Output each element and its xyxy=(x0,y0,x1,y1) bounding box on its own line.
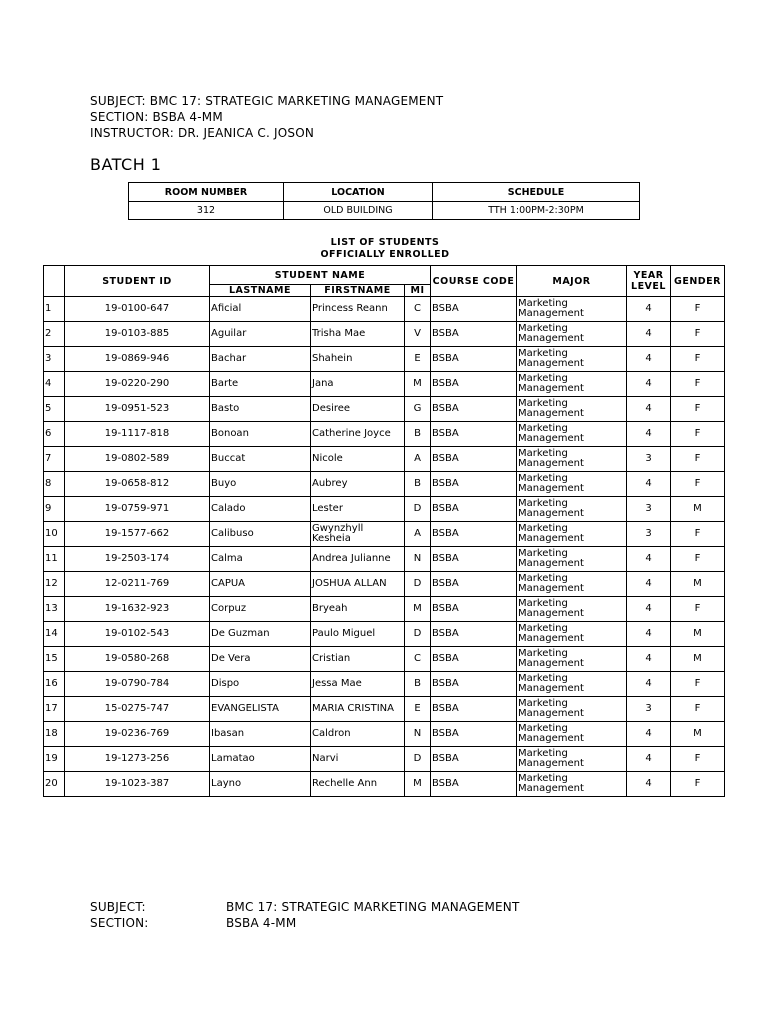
table-row xyxy=(44,597,725,622)
row-number-cell: 2 xyxy=(44,322,65,347)
gender-cell: F xyxy=(671,597,725,622)
middle-initial-cell: N xyxy=(405,547,431,572)
gender-cell: F xyxy=(671,372,725,397)
major-cell: Marketing Management xyxy=(517,522,627,547)
student-id-cell: 19-0103-885 xyxy=(65,322,210,347)
lastname-cell: De Vera xyxy=(210,647,311,672)
middle-initial-cell: B xyxy=(405,672,431,697)
year-level-cell: 4 xyxy=(627,597,671,622)
batch-title: BATCH 1 xyxy=(90,155,162,174)
firstname-cell: Jessa Mae xyxy=(311,672,405,697)
major-cell: Marketing Management xyxy=(517,697,627,722)
gender-cell: M xyxy=(671,722,725,747)
lastname-cell: Buccat xyxy=(210,447,311,472)
year-level-cell: 4 xyxy=(627,672,671,697)
lastname-cell: Calibuso xyxy=(210,522,311,547)
major-cell: Marketing Management xyxy=(517,647,627,672)
firstname-cell: Andrea Julianne xyxy=(311,547,405,572)
major-cell: Marketing Management xyxy=(517,472,627,497)
course-code-cell: BSBA xyxy=(431,447,517,472)
list-title-line1: LIST OF STUDENTS xyxy=(330,237,440,248)
course-code-cell: BSBA xyxy=(431,622,517,647)
course-code-cell: BSBA xyxy=(431,522,517,547)
year-level-cell: 4 xyxy=(627,347,671,372)
firstname-cell: Bryeah xyxy=(311,597,405,622)
middle-initial-cell: C xyxy=(405,297,431,322)
firstname-cell: JOSHUA ALLAN xyxy=(311,572,405,597)
year-level-cell: 3 xyxy=(627,497,671,522)
gender-cell: M xyxy=(671,497,725,522)
room-number-value: 312 xyxy=(129,202,284,220)
middle-initial-cell: M xyxy=(405,772,431,797)
firstname-cell: Nicole xyxy=(311,447,405,472)
middle-initial-cell: E xyxy=(405,347,431,372)
course-code-cell: BSBA xyxy=(431,322,517,347)
table-row xyxy=(44,672,725,697)
major-cell: Marketing Management xyxy=(517,422,627,447)
course-code-cell: BSBA xyxy=(431,772,517,797)
lastname-cell: Corpuz xyxy=(210,597,311,622)
middle-initial-cell: G xyxy=(405,397,431,422)
row-number-cell: 3 xyxy=(44,347,65,372)
location-value: OLD BUILDING xyxy=(284,202,433,220)
gender-cell: F xyxy=(671,397,725,422)
row-number-cell: 19 xyxy=(44,747,65,772)
middle-initial-cell: D xyxy=(405,622,431,647)
course-code-cell: BSBA xyxy=(431,647,517,672)
gender-cell: F xyxy=(671,547,725,572)
table-row xyxy=(44,572,725,597)
student-id-cell: 19-0869-946 xyxy=(65,347,210,372)
student-id-cell: 15-0275-747 xyxy=(65,697,210,722)
major-cell: Marketing Management xyxy=(517,747,627,772)
student-rows xyxy=(44,297,725,797)
major-cell: Marketing Management xyxy=(517,547,627,572)
lastname-cell: Buyo xyxy=(210,472,311,497)
row-number-cell: 12 xyxy=(44,572,65,597)
year-level-cell: 4 xyxy=(627,747,671,772)
table-row xyxy=(44,497,725,522)
year-level-cell: 4 xyxy=(627,572,671,597)
lastname-cell: Calma xyxy=(210,547,311,572)
major-cell: Marketing Management xyxy=(517,622,627,647)
middle-initial-cell: E xyxy=(405,697,431,722)
student-id-cell: 19-0100-647 xyxy=(65,297,210,322)
lastname-cell: Lamatao xyxy=(210,747,311,772)
gender-cell: F xyxy=(671,522,725,547)
gender-cell: F xyxy=(671,772,725,797)
gender-cell: F xyxy=(671,672,725,697)
firstname-cell: Lester xyxy=(311,497,405,522)
list-title-line2: OFFICIALLY ENROLLED xyxy=(320,249,450,260)
major-cell: Marketing Management xyxy=(517,672,627,697)
student-id-cell: 19-1117-818 xyxy=(65,422,210,447)
lastname-cell: Bachar xyxy=(210,347,311,372)
document-footer xyxy=(90,899,520,931)
middle-initial-cell: A xyxy=(405,447,431,472)
row-number-cell: 1 xyxy=(44,297,65,322)
student-id-cell: 19-0802-589 xyxy=(65,447,210,472)
lastname-cell: Basto xyxy=(210,397,311,422)
room-table xyxy=(128,182,640,220)
course-code-cell: BSBA xyxy=(431,472,517,497)
middle-initial-cell: D xyxy=(405,572,431,597)
students-table xyxy=(43,265,725,797)
student-id-cell: 19-0220-290 xyxy=(65,372,210,397)
table-row xyxy=(44,647,725,672)
lastname-cell: Aguilar xyxy=(210,322,311,347)
middle-initial-cell: B xyxy=(405,422,431,447)
year-level-cell: 4 xyxy=(627,547,671,572)
table-row xyxy=(44,522,725,547)
year-level-cell: 4 xyxy=(627,422,671,447)
student-name-header: STUDENT NAME xyxy=(210,266,431,285)
row-number-cell: 20 xyxy=(44,772,65,797)
table-row xyxy=(44,547,725,572)
row-number-cell: 18 xyxy=(44,722,65,747)
firstname-cell: Shahein xyxy=(311,347,405,372)
table-row xyxy=(44,772,725,797)
row-number-cell: 4 xyxy=(44,372,65,397)
footer-section-label: SECTION: xyxy=(90,916,149,930)
course-code-cell: BSBA xyxy=(431,697,517,722)
year-level-cell: 4 xyxy=(627,372,671,397)
middle-initial-cell: A xyxy=(405,522,431,547)
student-id-cell: 12-0211-769 xyxy=(65,572,210,597)
row-number-cell: 16 xyxy=(44,672,65,697)
row-number-cell: 17 xyxy=(44,697,65,722)
year-level-header: YEAR LEVEL xyxy=(627,266,671,297)
year-level-cell: 4 xyxy=(627,297,671,322)
lastname-header: LASTNAME xyxy=(210,285,311,297)
row-number-cell: 5 xyxy=(44,397,65,422)
course-code-cell: BSBA xyxy=(431,372,517,397)
location-header: LOCATION xyxy=(284,183,433,202)
middle-initial-cell: N xyxy=(405,722,431,747)
course-code-cell: BSBA xyxy=(431,547,517,572)
room-number-header: ROOM NUMBER xyxy=(129,183,284,202)
student-id-cell: 19-0790-784 xyxy=(65,672,210,697)
year-level-cell: 3 xyxy=(627,522,671,547)
student-id-cell: 19-1023-387 xyxy=(65,772,210,797)
major-header: MAJOR xyxy=(517,266,627,297)
subject-line: SUBJECT: BMC 17: STRATEGIC MARKETING MANAGEMENT xyxy=(90,94,444,108)
gender-cell: F xyxy=(671,472,725,497)
gender-cell: M xyxy=(671,647,725,672)
row-number-cell: 8 xyxy=(44,472,65,497)
table-row xyxy=(44,397,725,422)
table-row xyxy=(44,747,725,772)
firstname-cell: Gwynzhyll Kesheia xyxy=(311,522,405,547)
student-id-header: STUDENT ID xyxy=(65,266,210,297)
table-row xyxy=(44,347,725,372)
student-id-cell: 19-1577-662 xyxy=(65,522,210,547)
gender-cell: F xyxy=(671,297,725,322)
row-number-cell: 7 xyxy=(44,447,65,472)
table-row xyxy=(44,297,725,322)
lastname-cell: Bonoan xyxy=(210,422,311,447)
firstname-cell: Trisha Mae xyxy=(311,322,405,347)
number-header xyxy=(44,266,65,297)
major-cell: Marketing Management xyxy=(517,322,627,347)
gender-cell: M xyxy=(671,572,725,597)
major-cell: Marketing Management xyxy=(517,372,627,397)
course-code-cell: BSBA xyxy=(431,722,517,747)
middle-initial-cell: D xyxy=(405,497,431,522)
gender-cell: F xyxy=(671,422,725,447)
lastname-cell: EVANGELISTA xyxy=(210,697,311,722)
firstname-cell: Princess Reann xyxy=(311,297,405,322)
row-number-cell: 10 xyxy=(44,522,65,547)
firstname-cell: MARIA CRISTINA xyxy=(311,697,405,722)
table-row xyxy=(44,372,725,397)
row-number-cell: 9 xyxy=(44,497,65,522)
lastname-cell: De Guzman xyxy=(210,622,311,647)
year-level-cell: 4 xyxy=(627,472,671,497)
document-header xyxy=(90,93,443,141)
course-code-cell: BSBA xyxy=(431,747,517,772)
table-row xyxy=(44,697,725,722)
firstname-cell: Narvi xyxy=(311,747,405,772)
gender-cell: F xyxy=(671,322,725,347)
major-cell: Marketing Management xyxy=(517,347,627,372)
major-cell: Marketing Management xyxy=(517,772,627,797)
student-id-cell: 19-0102-543 xyxy=(65,622,210,647)
major-cell: Marketing Management xyxy=(517,297,627,322)
course-code-cell: BSBA xyxy=(431,297,517,322)
lastname-cell: Barte xyxy=(210,372,311,397)
middle-initial-cell: C xyxy=(405,647,431,672)
table-row xyxy=(44,472,725,497)
schedule-header: SCHEDULE xyxy=(433,183,640,202)
student-id-cell: 19-0236-769 xyxy=(65,722,210,747)
gender-cell: F xyxy=(671,697,725,722)
year-level-cell: 3 xyxy=(627,447,671,472)
lastname-cell: Layno xyxy=(210,772,311,797)
firstname-cell: Desiree xyxy=(311,397,405,422)
row-number-cell: 11 xyxy=(44,547,65,572)
course-code-cell: BSBA xyxy=(431,572,517,597)
table-row xyxy=(44,322,725,347)
footer-section-value: BSBA 4-MM xyxy=(226,916,297,930)
row-number-cell: 14 xyxy=(44,622,65,647)
gender-cell: F xyxy=(671,447,725,472)
row-number-cell: 15 xyxy=(44,647,65,672)
table-row xyxy=(44,722,725,747)
firstname-cell: Caldron xyxy=(311,722,405,747)
firstname-cell: Jana xyxy=(311,372,405,397)
middle-initial-cell: M xyxy=(405,597,431,622)
student-id-cell: 19-1632-923 xyxy=(65,597,210,622)
firstname-cell: Cristian xyxy=(311,647,405,672)
major-cell: Marketing Management xyxy=(517,497,627,522)
student-id-cell: 19-1273-256 xyxy=(65,747,210,772)
year-level-cell: 3 xyxy=(627,697,671,722)
middle-initial-cell: M xyxy=(405,372,431,397)
gender-cell: M xyxy=(671,622,725,647)
table-row xyxy=(44,447,725,472)
year-level-cell: 4 xyxy=(627,622,671,647)
row-number-cell: 6 xyxy=(44,422,65,447)
course-code-cell: BSBA xyxy=(431,497,517,522)
student-id-cell: 19-0951-523 xyxy=(65,397,210,422)
course-code-cell: BSBA xyxy=(431,672,517,697)
firstname-cell: Paulo Miguel xyxy=(311,622,405,647)
list-title xyxy=(230,237,540,261)
course-code-header: COURSE CODE xyxy=(431,266,517,297)
instructor-line: INSTRUCTOR: DR. JEANICA C. JOSON xyxy=(90,126,315,140)
year-level-cell: 4 xyxy=(627,722,671,747)
major-cell: Marketing Management xyxy=(517,572,627,597)
schedule-value: TTH 1:00PM-2:30PM xyxy=(433,202,640,220)
student-id-cell: 19-0759-971 xyxy=(65,497,210,522)
major-cell: Marketing Management xyxy=(517,597,627,622)
course-code-cell: BSBA xyxy=(431,397,517,422)
middle-initial-cell: D xyxy=(405,747,431,772)
footer-subject-label: SUBJECT: xyxy=(90,900,146,914)
footer-subject-value: BMC 17: STRATEGIC MARKETING MANAGEMENT xyxy=(226,900,520,914)
gender-cell: F xyxy=(671,747,725,772)
lastname-cell: Dispo xyxy=(210,672,311,697)
lastname-cell: CAPUA xyxy=(210,572,311,597)
middle-initial-cell: V xyxy=(405,322,431,347)
gender-header: GENDER xyxy=(671,266,725,297)
lastname-cell: Ibasan xyxy=(210,722,311,747)
gender-cell: F xyxy=(671,347,725,372)
firstname-cell: Catherine Joyce xyxy=(311,422,405,447)
student-id-cell: 19-0658-812 xyxy=(65,472,210,497)
major-cell: Marketing Management xyxy=(517,722,627,747)
lastname-cell: Aficial xyxy=(210,297,311,322)
student-id-cell: 19-0580-268 xyxy=(65,647,210,672)
firstname-cell: Aubrey xyxy=(311,472,405,497)
major-cell: Marketing Management xyxy=(517,397,627,422)
course-code-cell: BSBA xyxy=(431,422,517,447)
year-level-cell: 4 xyxy=(627,772,671,797)
row-number-cell: 13 xyxy=(44,597,65,622)
year-level-cell: 4 xyxy=(627,647,671,672)
student-id-cell: 19-2503-174 xyxy=(65,547,210,572)
major-cell: Marketing Management xyxy=(517,447,627,472)
firstname-cell: Rechelle Ann xyxy=(311,772,405,797)
lastname-cell: Calado xyxy=(210,497,311,522)
table-row xyxy=(44,422,725,447)
course-code-cell: BSBA xyxy=(431,597,517,622)
year-level-cell: 4 xyxy=(627,397,671,422)
middle-initial-cell: B xyxy=(405,472,431,497)
course-code-cell: BSBA xyxy=(431,347,517,372)
section-line: SECTION: BSBA 4-MM xyxy=(90,110,223,124)
year-level-cell: 4 xyxy=(627,322,671,347)
mi-header: MI xyxy=(405,285,431,297)
table-row xyxy=(44,622,725,647)
firstname-header: FIRSTNAME xyxy=(311,285,405,297)
